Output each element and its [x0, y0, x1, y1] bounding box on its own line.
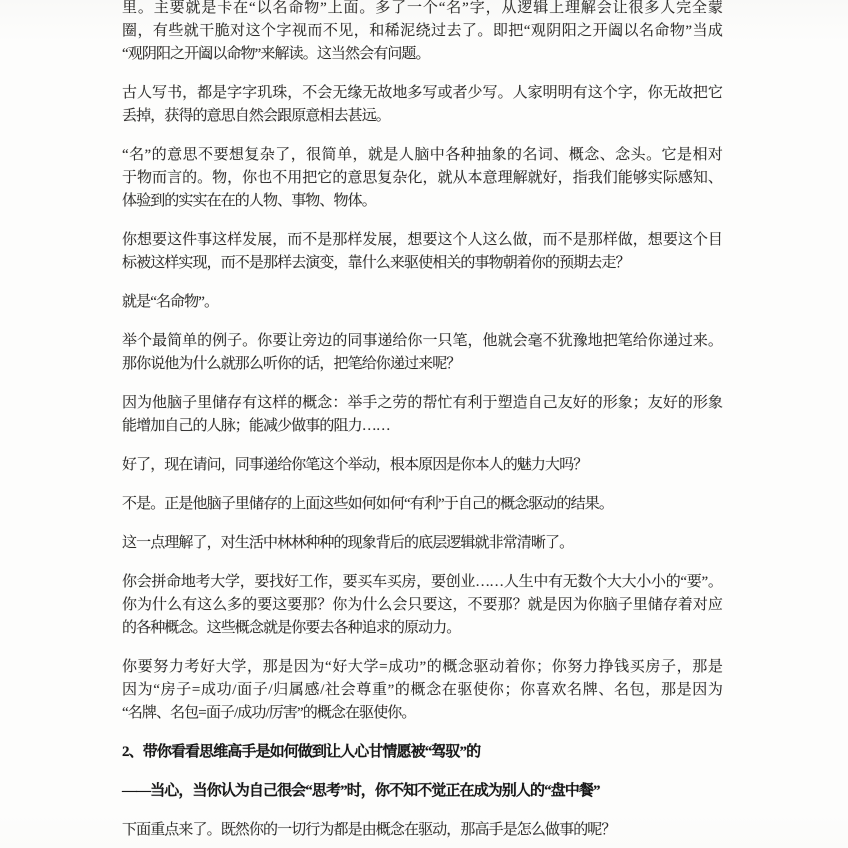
paragraph: [122, 819, 722, 842]
text-line: “名”的意思不要想复杂了，很简单，就是人脑中各种抽象的名词、概念、念头。它是相对: [122, 147, 722, 163]
text-line: 你要努力考好大学，那是因为“好大学=成功”的概念驱动着你；你努力挣钱买房子，那是: [122, 659, 722, 675]
text-line: 标被这样实现，而不是那样去演变，靠什么来驱使相关的事物朝着你的预期去走？: [122, 255, 630, 271]
article-text: [122, 0, 722, 848]
text-line: 好了，现在请问，同事递给你笔这个举动，根本原因是你本人的魅力大吗？: [122, 457, 588, 473]
paragraph: [122, 0, 722, 66]
text-line: 你为什么有这么多的要这要那？你为什么会只要这，不要那？就是因为你脑子里储存着对应: [122, 597, 722, 613]
text-line: 不是。正是他脑子里储存的上面这些如何如何“有利”于自己的概念驱动的结果。: [122, 496, 613, 512]
paragraph: [122, 82, 722, 128]
text-line: 里。主要就是卡在“以名命物”上面。多了一个“名”字，从逻辑上理解会让很多人完全蒙: [122, 0, 722, 16]
text-line: 举个最简单的例子。你要让旁边的同事递给你一只笔，他就会毫不犹豫地把笔给你递过来。: [122, 333, 722, 349]
section-heading: [122, 741, 722, 764]
paragraph: [122, 532, 722, 555]
text-line: 体验到的实实在在的人物、事物、物体。: [122, 193, 376, 209]
text-line: 因为他脑子里储存有这样的概念：举手之劳的帮忙有利于塑造自己友好的形象；友好的形象: [122, 395, 722, 411]
text-line: “名牌、名包=面子/成功/厉害”的概念在驱使你。: [122, 705, 416, 721]
text-line: 这一点理解了，对生活中林林种种的现象背后的底层逻辑就非常清晰了。: [122, 535, 574, 551]
text-line: 古人写书，都是字字玑珠，不会无缘无故地多写或者少写。人家明明有这个字，你无故把它: [122, 85, 722, 101]
text-line: 你想要这件事这样发展，而不是那样发展，想要这个人这么做，而不是那样做，想要这个目: [122, 232, 722, 248]
paragraph: [122, 656, 722, 725]
paragraph: [122, 229, 722, 275]
text-line: 2、带你看看思维高手是如何做到让人心甘情愿被“驾驭”的: [122, 744, 481, 760]
text-line: 于物而言的。物，你也不用把它的意思复杂化，就从本意理解就好，指我们能够实际感知、: [122, 170, 722, 186]
paragraph: [122, 571, 722, 640]
text-line: 能增加自己的人脉；能减少做事的阻力……: [122, 418, 390, 434]
paragraph: [122, 144, 722, 213]
text-line: “观阴阳之开阖以命物”来解读。这当然会有问题。: [122, 46, 430, 62]
text-line: 下面重点来了。既然你的一切行为都是由概念在驱动，那高手是怎么做事的呢？: [122, 822, 616, 838]
text-line: 因为“房子=成功/面子/归属感/社会尊重”的概念在驱使你；你喜欢名牌、名包，那是因为: [122, 682, 722, 698]
text-line: 丢掉，获得的意思自然会跟原意相去甚远。: [122, 108, 390, 124]
text-line: ——当心，当你认为自己很会“思考”时，你不知不觉正在成为别人的“盘中餐”: [122, 783, 600, 799]
text-line: 你会拼命地考大学，要找好工作，要买车买房，要创业……人生中有无数个大大小小的“要”。: [122, 574, 722, 590]
text-line: 就是“名命物”。: [122, 294, 219, 310]
paragraph: [122, 493, 722, 516]
text-line: 那你说他为什么就那么听你的话，把笔给你递过来呢？: [122, 356, 461, 372]
text-line: 的各种概念。这些概念就是你要去各种追求的原动力。: [122, 620, 461, 636]
paragraph: [122, 392, 722, 438]
section-heading: [122, 780, 722, 803]
paragraph: [122, 454, 722, 477]
text-line: 圈，有些就干脆对这个字视而不见，和稀泥绕过去了。即把“观阴阳之开阖以名命物”当成: [122, 23, 722, 39]
paragraph: [122, 291, 722, 314]
paragraph: [122, 330, 722, 376]
